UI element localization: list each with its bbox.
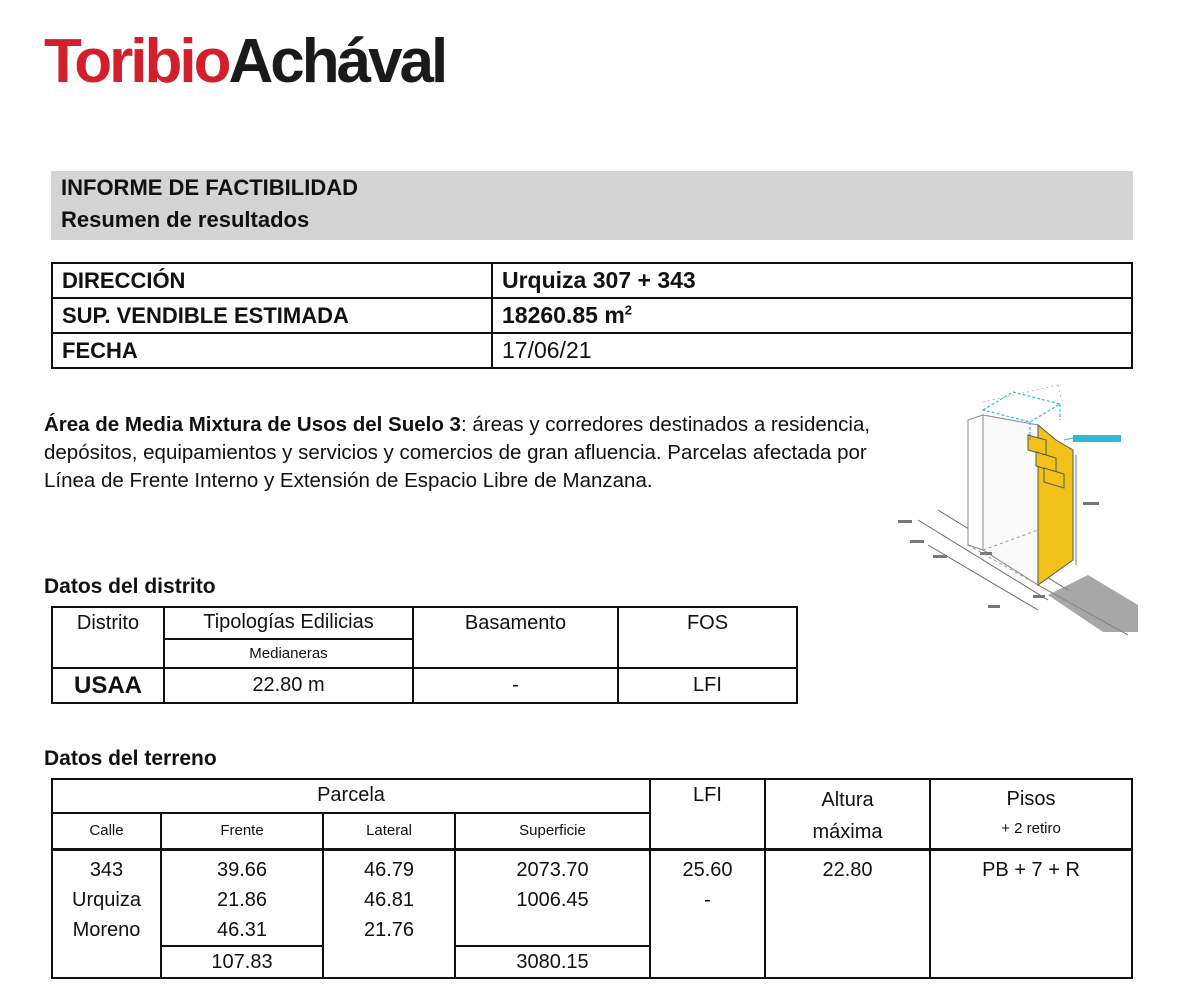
altura-header-2: máxima [812,821,883,843]
table-row [52,779,1132,813]
sup-value-cell [492,298,1132,333]
lateral-value: 46.79 [363,859,415,881]
calle-subheader: Calle [52,813,161,850]
distrito-heading: Datos del distrito [44,575,216,598]
fecha-value: 17/06/21 [492,333,1132,368]
lfi-values [650,850,765,979]
table-row [52,850,1132,947]
logo-part-1: Toribio [44,27,229,96]
altura-value: 22.80 [765,850,930,979]
pisos-header-2: + 2 retiro [1001,820,1061,837]
lateral-value: 21.76 [363,919,415,941]
pisos-header: Pisos [1006,788,1056,810]
fos-header: FOS [618,607,797,668]
zone-description-text: : áreas y corredores destinados a residencia, depósitos, equipamientos y servicios y comercios de gran afluencia. Parcelas afectada por Línea de Frente Interno y Extensión de Espacio Libre de Manzana. [44,413,871,492]
altura-header: Altura [821,789,874,811]
direccion-label: DIRECCIÓN [52,263,492,298]
logo-part-2: Achával [228,27,446,96]
zone-description [44,411,884,495]
calle-values [52,850,161,979]
pisos-value: PB + 7 + R [930,850,1132,979]
frente-value: 46.31 [216,919,268,941]
frente-value: 21.86 [216,889,268,911]
fos-value: LFI [618,668,797,703]
medianeras-subheader: Medianeras [164,639,413,668]
distrito-table [51,606,798,704]
company-logo [44,26,445,98]
lfi-value: 25.60 [682,859,733,881]
zone-name: Área de Media Mixtura de Usos del Suelo 3 [44,413,461,436]
lfi-value: - [704,889,711,911]
calle-value: Urquiza [72,889,141,911]
report-title: INFORME DE FACTIBILIDAD [61,175,358,200]
fecha-label: FECHA [52,333,492,368]
table-row [52,298,1132,333]
report-subtitle: Resumen de resultados [61,207,310,232]
table-row [52,668,797,703]
altura-header-cell [765,779,930,850]
sup-value: 18260.85 m [502,302,625,328]
superficie-total: 3080.15 [455,946,650,978]
parcela-header: Parcela [52,779,650,813]
terreno-heading: Datos del terreno [44,747,217,770]
pisos-header-cell [930,779,1132,850]
direccion-value: Urquiza 307 + 343 [492,263,1132,298]
distrito-value: USAA [52,668,164,703]
calle-value: 343 [89,859,124,881]
table-row [52,333,1132,368]
lateral-subheader: Lateral [323,813,455,850]
basamento-value: - [413,668,618,703]
frente-values [161,850,323,947]
superficie-values [455,850,650,947]
table-row [52,607,797,639]
building-volume-diagram [888,380,1138,640]
sup-label: SUP. VENDIBLE ESTIMADA [52,298,492,333]
frente-subheader: Frente [161,813,323,850]
distrito-header: Distrito [52,607,164,668]
frente-value: 39.66 [216,859,268,881]
superficie-value: 2073.70 [516,859,589,881]
summary-table [51,262,1133,369]
lateral-value: 46.81 [363,889,415,911]
lateral-values [323,850,455,979]
report-header-banner [51,171,1133,240]
superficie-subheader: Superficie [455,813,650,850]
medianeras-value: 22.80 m [164,668,413,703]
table-row [52,263,1132,298]
terreno-table [51,778,1133,979]
tipologias-header: Tipologías Edilicias [164,607,413,639]
superficie-value: 1006.45 [516,889,589,911]
frente-total: 107.83 [161,946,323,978]
basamento-header: Basamento [413,607,618,668]
calle-value: Moreno [72,919,141,941]
sup-exponent: 2 [624,302,633,318]
lfi-header: LFI [650,779,765,850]
